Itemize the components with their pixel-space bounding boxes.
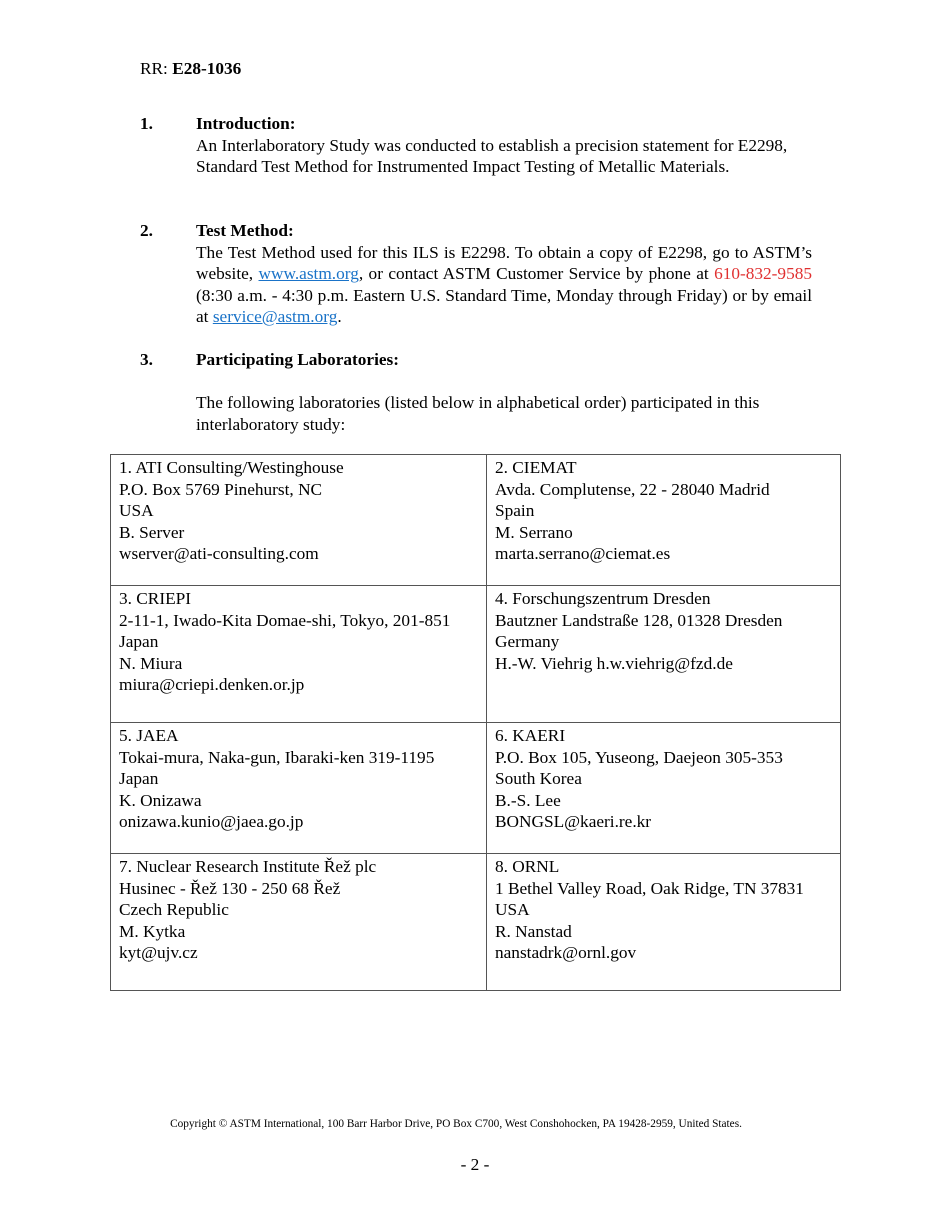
lab-email: wserver@ati-consulting.com [119, 544, 319, 563]
lab-contact: B. Server [119, 522, 185, 542]
section-number: 1. [140, 114, 153, 133]
lab-country: USA [495, 900, 530, 919]
report-number [140, 58, 241, 80]
section-text-c: (8:30 a.m. - 4:30 p.m. Eastern U.S. Standard Time, Monday through Friday) or by email at [196, 285, 812, 326]
rr-label: RR: [140, 59, 168, 78]
lab-address: Tokai-mura, Naka-gun, Ibaraki-ken 319-1195 [119, 747, 435, 767]
copyright-text: Copyright © ASTM International, 100 Barr Harbor Drive, PO Box C700, West Conshohocken, PA 19428-2959, United States. [170, 1118, 742, 1130]
lab-cell [111, 455, 487, 586]
phone-number: 610-832-9585 [714, 264, 812, 283]
lab-contact: H.-W. Viehrig h.w.viehrig@fzd.de [495, 653, 733, 673]
section-text: The following laboratories (listed below in alphabetical order) participated in this interlaboratory study: [196, 393, 760, 434]
astm-website-link[interactable]: www.astm.org [258, 264, 359, 283]
laboratories-table [110, 454, 841, 991]
lab-contact: B.-S. Lee [495, 790, 561, 810]
service-email-link[interactable]: service@astm.org [212, 307, 338, 326]
section-heading: Test Method: [196, 221, 294, 240]
copyright-footer [0, 1117, 950, 1131]
lab-contact: R. Nanstad [495, 921, 572, 941]
lab-email: nanstadrk@ornl.gov [495, 943, 637, 962]
section-text-a: The Test Method used for this ILS is E2298. To obtain a copy of E2298, go to ASTM’s website, [196, 242, 812, 283]
lab-address: P.O. Box 5769 Pinehurst, NC [119, 479, 323, 499]
lab-name: 4. Forschungszentrum Dresden [495, 589, 711, 608]
table-row [111, 586, 841, 723]
lab-cell [487, 455, 841, 586]
table-row [111, 723, 841, 854]
lab-email: onizawa.kunio@jaea.go.jp [119, 812, 304, 831]
lab-cell [111, 854, 487, 991]
section-number: 2. [140, 221, 153, 240]
section-text: An Interlaboratory Study was conducted to establish a precision statement for E2298, Standard Test Method for Instrumented Impact Testing of Metallic Materials. [196, 135, 788, 176]
table-row [111, 455, 841, 586]
lab-contact: K. Onizawa [119, 790, 202, 810]
lab-address: P.O. Box 105, Yuseong, Daejeon 305-353 [495, 747, 783, 767]
lab-country: USA [119, 501, 154, 520]
lab-name: 7. Nuclear Research Institute Řež plc [119, 857, 377, 876]
lab-address: 2-11-1, Iwado-Kita Domae-shi, Tokyo, 201-851 [119, 610, 451, 630]
lab-cell [487, 586, 841, 723]
section-heading: Introduction: [196, 114, 296, 133]
lab-cell [111, 586, 487, 723]
lab-country: South Korea [495, 769, 582, 788]
lab-country: Czech Republic [119, 900, 229, 919]
lab-name: 2. CIEMAT [495, 458, 577, 477]
lab-email: marta.serrano@ciemat.es [495, 544, 671, 563]
lab-email: BONGSL@kaeri.re.kr [495, 812, 652, 831]
lab-email: miura@criepi.denken.or.jp [119, 675, 305, 694]
section-test-method [140, 220, 812, 328]
lab-contact: M. Kytka [119, 921, 186, 941]
lab-name: 8. ORNL [495, 857, 560, 876]
lab-address: 1 Bethel Valley Road, Oak Ridge, TN 37831 [495, 878, 804, 898]
lab-contact: N. Miura [119, 653, 183, 673]
page-number: - 2 - [460, 1155, 490, 1174]
section-text-b: , or contact ASTM Customer Service by phone at [358, 264, 709, 283]
lab-cell [487, 723, 841, 854]
lab-name: 5. JAEA [119, 726, 179, 745]
section-number: 3. [140, 350, 153, 369]
section-participating-labs [140, 349, 812, 435]
lab-address: Avda. Complutense, 22 - 28040 Madrid [495, 479, 770, 499]
lab-name: 6. KAERI [495, 726, 566, 745]
section-introduction [140, 113, 812, 178]
lab-address: Bautzner Landstraße 128, 01328 Dresden [495, 610, 783, 630]
lab-email: kyt@ujv.cz [119, 943, 198, 962]
lab-country: Spain [495, 501, 535, 520]
lab-cell [487, 854, 841, 991]
lab-address: Husinec - Řež 130 - 250 68 Řež [119, 878, 341, 898]
table-row [111, 854, 841, 991]
section-text-d: . [337, 307, 342, 326]
lab-name: 1. ATI Consulting/Westinghouse [119, 458, 344, 477]
lab-country: Japan [119, 632, 159, 651]
lab-cell [111, 723, 487, 854]
lab-contact: M. Serrano [495, 522, 573, 542]
lab-country: Germany [495, 632, 560, 651]
section-heading: Participating Laboratories: [196, 350, 400, 369]
lab-country: Japan [119, 769, 159, 788]
lab-name: 3. CRIEPI [119, 589, 192, 608]
rr-number: E28-1036 [172, 59, 242, 78]
